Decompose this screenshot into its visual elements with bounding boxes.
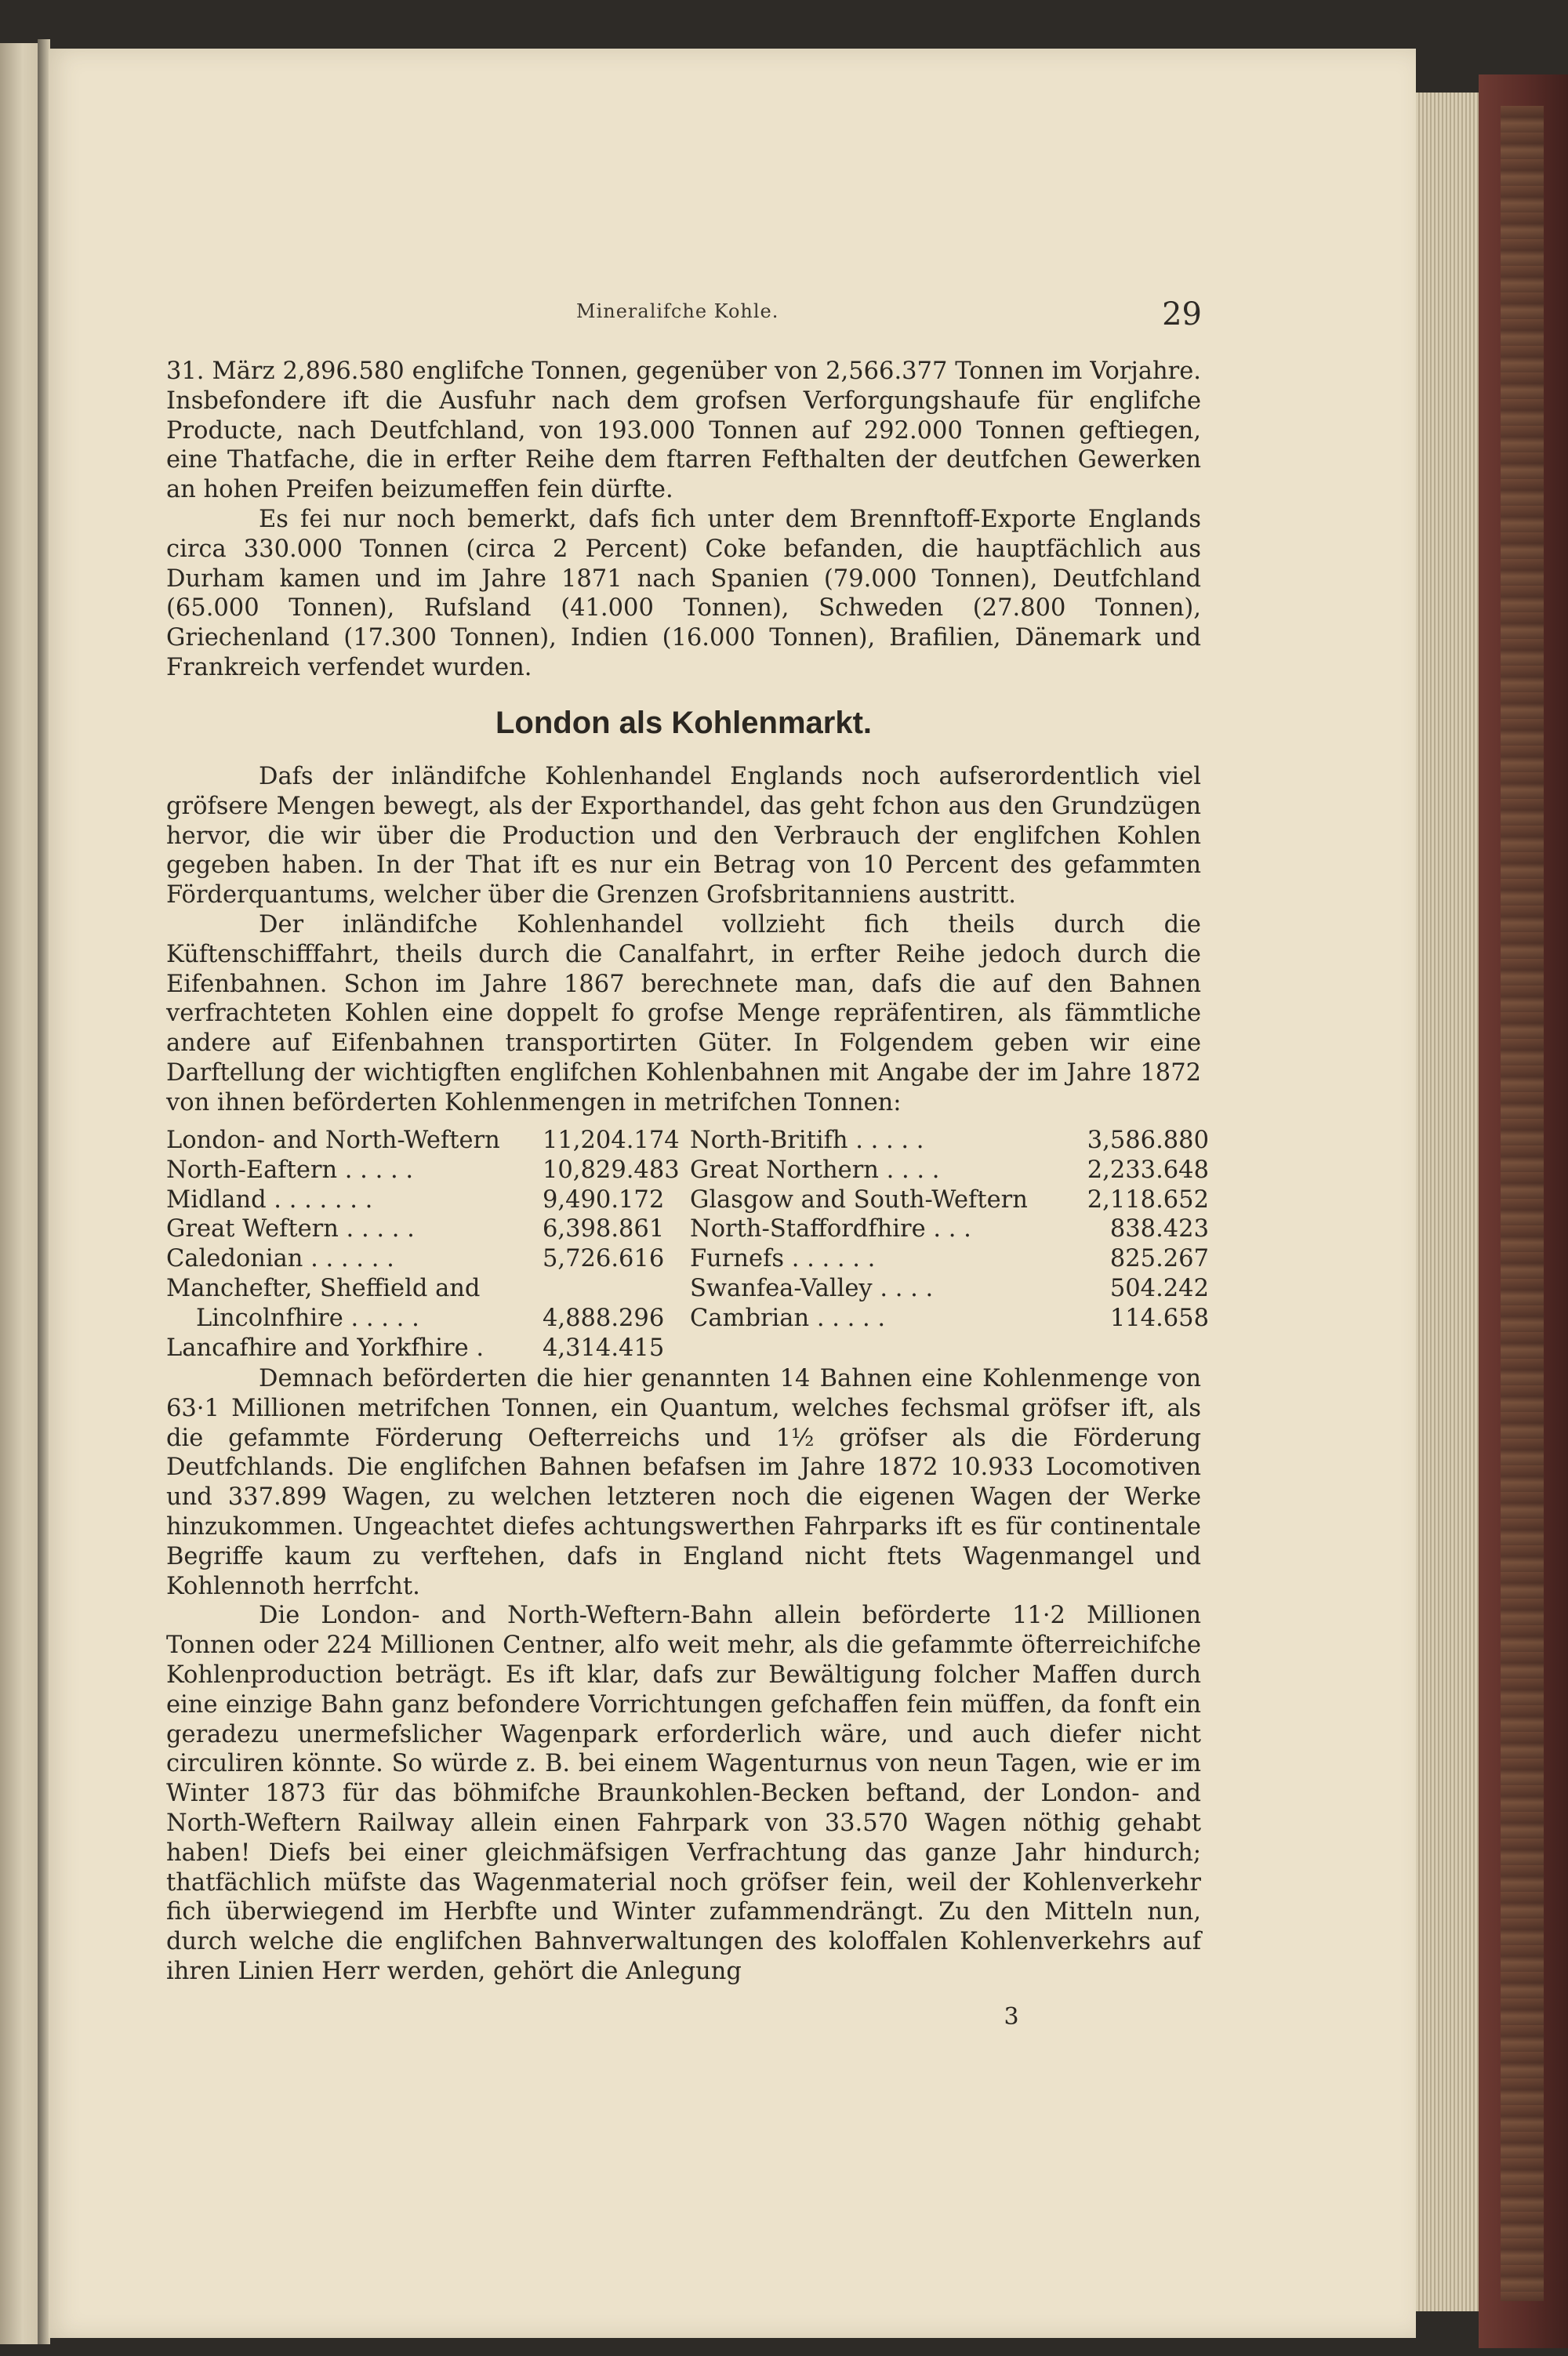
railway-name: Furnefs . . . . . . <box>690 1245 876 1273</box>
table-row <box>166 1156 1209 1185</box>
tonnage-value: 10,829.483 <box>543 1156 680 1184</box>
railway-name: Swanfea-Valley . . . . <box>690 1274 934 1302</box>
tonnage-value: 504.242 <box>1109 1274 1209 1302</box>
tonnage-value: 114.658 <box>1109 1304 1209 1332</box>
railway-name <box>690 1334 1074 1363</box>
table-row <box>166 1214 1209 1244</box>
table-row <box>166 1244 1209 1274</box>
table-row <box>166 1126 1209 1156</box>
paragraph: Der inländifche Kohlenhandel vollzieht fich theils durch die Küftenschifffahrt, theils durch die Canalfahrt, in erfter Reihe jedoch durch die Eifenbahnen. Schon im Jahre 1867 berechnete man, dafs die auf den Bahnen verfrachteten Kohlen eine doppelt fo grofse Menge repräfentiren, als fämmtliche andere auf Eifenbahnen transportirten Güter. In Folgendem geben wir eine Darftellung der wichtigften englifchen Kohlenbahnen mit Angabe der im Jahre 1872 von ihnen beförderten Kohlenmengen in metrifchen Tonnen: <box>166 910 1201 1116</box>
page-block-edges <box>1416 93 1479 2311</box>
table-row <box>166 1334 1209 1363</box>
railway-name: London- and North-Weftern <box>166 1127 500 1154</box>
facing-page-edge <box>0 43 38 2344</box>
table-row <box>166 1185 1209 1215</box>
paragraph: 31. März 2,896.580 englifche Tonnen, gegenüber von 2,566.377 Tonnen im Vorjahre. Insbefondere ift die Ausfuhr nach dem grofsen Verforgungshaufe für englifche Producte, nach Deutfchland, von 193.000 Tonnen auf 292.000 Tonnen geftiegen, eine Thatfache, die in erfter Reihe dem ftarren Fefthalten der deutfchen Gewerken an hohen Preifen beizumeffen fein dürfte. <box>166 358 1201 504</box>
paragraph: Dafs der inländifche Kohlenhandel Englands noch aufserordentlich viel gröfsere Mengen bewegt, als der Exporthandel, das geht fchon aus den Grundzügen hervor, die wir über die Production und den Verbrauch der englifchen Kohlen gegeben haben. In der That ift es nur ein Betrag von 10 Percent des gefammten Förderquantums, welcher über die Grenzen Grofsbritanniens austritt. <box>166 763 1201 909</box>
table-row <box>166 1304 1209 1334</box>
section-heading: London als Kohlenmarkt. <box>495 706 873 740</box>
signature-mark: 3 <box>1004 2003 1019 2031</box>
tonnage-value: 9,490.172 <box>543 1185 665 1214</box>
railway-name: Lincolnfhire . . . . . <box>196 1304 419 1332</box>
tonnage-value: 6,398.861 <box>543 1215 665 1243</box>
tonnage-value: 825.267 <box>1109 1245 1209 1273</box>
tonnage-value: 4,888.296 <box>543 1304 665 1332</box>
railway-name: Manchefter, Sheffield and <box>166 1274 481 1302</box>
section-paragraphs <box>166 762 1201 1118</box>
railway-name: Lancafhire and Yorkfhire . <box>166 1334 485 1362</box>
running-head: Mineralifche Kohle. <box>576 300 779 322</box>
railway-name: Caledonian . . . . . . <box>166 1245 394 1273</box>
paragraph: Die London- and North-Weftern-Bahn allein beförderte 11·2 Millionen Tonnen oder 224 Millionen Centner, alfo weit mehr, als die gefammte öfterreichifche Kohlenproduction beträgt. Es ift klar, dafs zur Bewältigung folcher Maffen durch eine einzige Bahn ganz befondere Vorrichtungen gefchaffen fein müffen, da fonft ein geradezu unermefslicher Wagenpark erforderlich wäre, und auch diefer nicht circuliren könnte. So würde z. B. bei einem Wagenturnus von neun Tagen, wie er im Winter 1873 für das böhmifche Braunkohlen-Becken beftand, der London- and North-Weftern Railway allein einen Fahrpark von 33.570 Wagen nöthig gehabt haben! Diefs bei einer gleichmäfsigen Verfrachtung das ganze Jahr hindurch; thatfächlich müfste das Wagenmaterial noch gröfser fein, weil der Kohlenverkehr fich überwiegend im Herbfte und Winter zufammendrängt. Zu den Mitteln nun, durch welche die englifchen Bahnverwaltungen des koloffalen Kohlenverkehrs auf ihren Linien Herr werden, gehört die Anlegung <box>166 1602 1201 1985</box>
tonnage-value: 3,586.880 <box>1087 1127 1209 1154</box>
tonnage-value: 5,726.616 <box>543 1245 665 1273</box>
tonnage-value <box>1074 1334 1209 1363</box>
railway-name: Glasgow and South-Weftern <box>690 1185 1028 1214</box>
railway-name: North-Staffordfhire . . . <box>690 1215 971 1243</box>
railway-name: North-Eaftern . . . . . <box>166 1156 414 1184</box>
railway-name: North-Britifh . . . . . <box>690 1127 924 1154</box>
tonnage-value: 4,314.415 <box>543 1334 665 1362</box>
tonnage-value: 838.423 <box>1109 1215 1209 1243</box>
tonnage-value: 2,118.652 <box>1087 1185 1209 1214</box>
railway-name: Midland . . . . . . . <box>166 1185 373 1214</box>
paragraph: Demnach beförderten die hier genannten 14 Bahnen eine Kohlenmenge von 63·1 Millionen metrifchen Tonnen, ein Quantum, welches fechsmal gröfser ift, als die gefammte Förderung Oefterreichs und 1½ gröfser als die Förderung Deutfchlands. Die englifchen Bahnen befafsen im Jahre 1872 10.933 Locomotiven und 337.899 Wagen, zu welchen letzteren noch die eigenen Wagen der Werke hinzukommen. Ungeachtet diefes achtungswerthen Fahrparks ift es für continentale Begriffe kaum zu verftehen, dafs in England nicht ftets Wagenmangel und Kohlennoth herrfcht. <box>166 1365 1201 1600</box>
page-number: 29 <box>1162 296 1202 332</box>
table-row <box>166 1274 1209 1304</box>
tonnage-value: 11,204.174 <box>543 1127 680 1154</box>
book-cover <box>1479 74 1568 2348</box>
tonnage-value <box>543 1274 690 1304</box>
railway-coal-table <box>166 1126 1209 1363</box>
opening-paragraphs <box>166 357 1201 683</box>
closing-paragraphs <box>166 1364 1201 1987</box>
tonnage-value: 2,233.648 <box>1087 1156 1209 1184</box>
paragraph: Es fei nur noch bemerkt, dafs fich unter dem Brennftoff-Exporte Englands circa 330.000 Tonnen (circa 2 Percent) Coke befanden, die hauptfächlich aus Durham kamen und im Jahre 1871 nach Spanien (79.000 Tonnen), Deutfchland (65.000 Tonnen), Rufsland (41.000 Tonnen), Schweden (27.800 Tonnen), Griechenland (17.300 Tonnen), Indien (16.000 Tonnen), Brafilien, Dänemark und Frankreich verfendet wurden. <box>166 505 1201 681</box>
railway-name: Great Weftern . . . . . <box>166 1215 415 1243</box>
railway-name: Cambrian . . . . . <box>690 1304 886 1332</box>
railway-name: Great Northern . . . . <box>690 1156 940 1184</box>
